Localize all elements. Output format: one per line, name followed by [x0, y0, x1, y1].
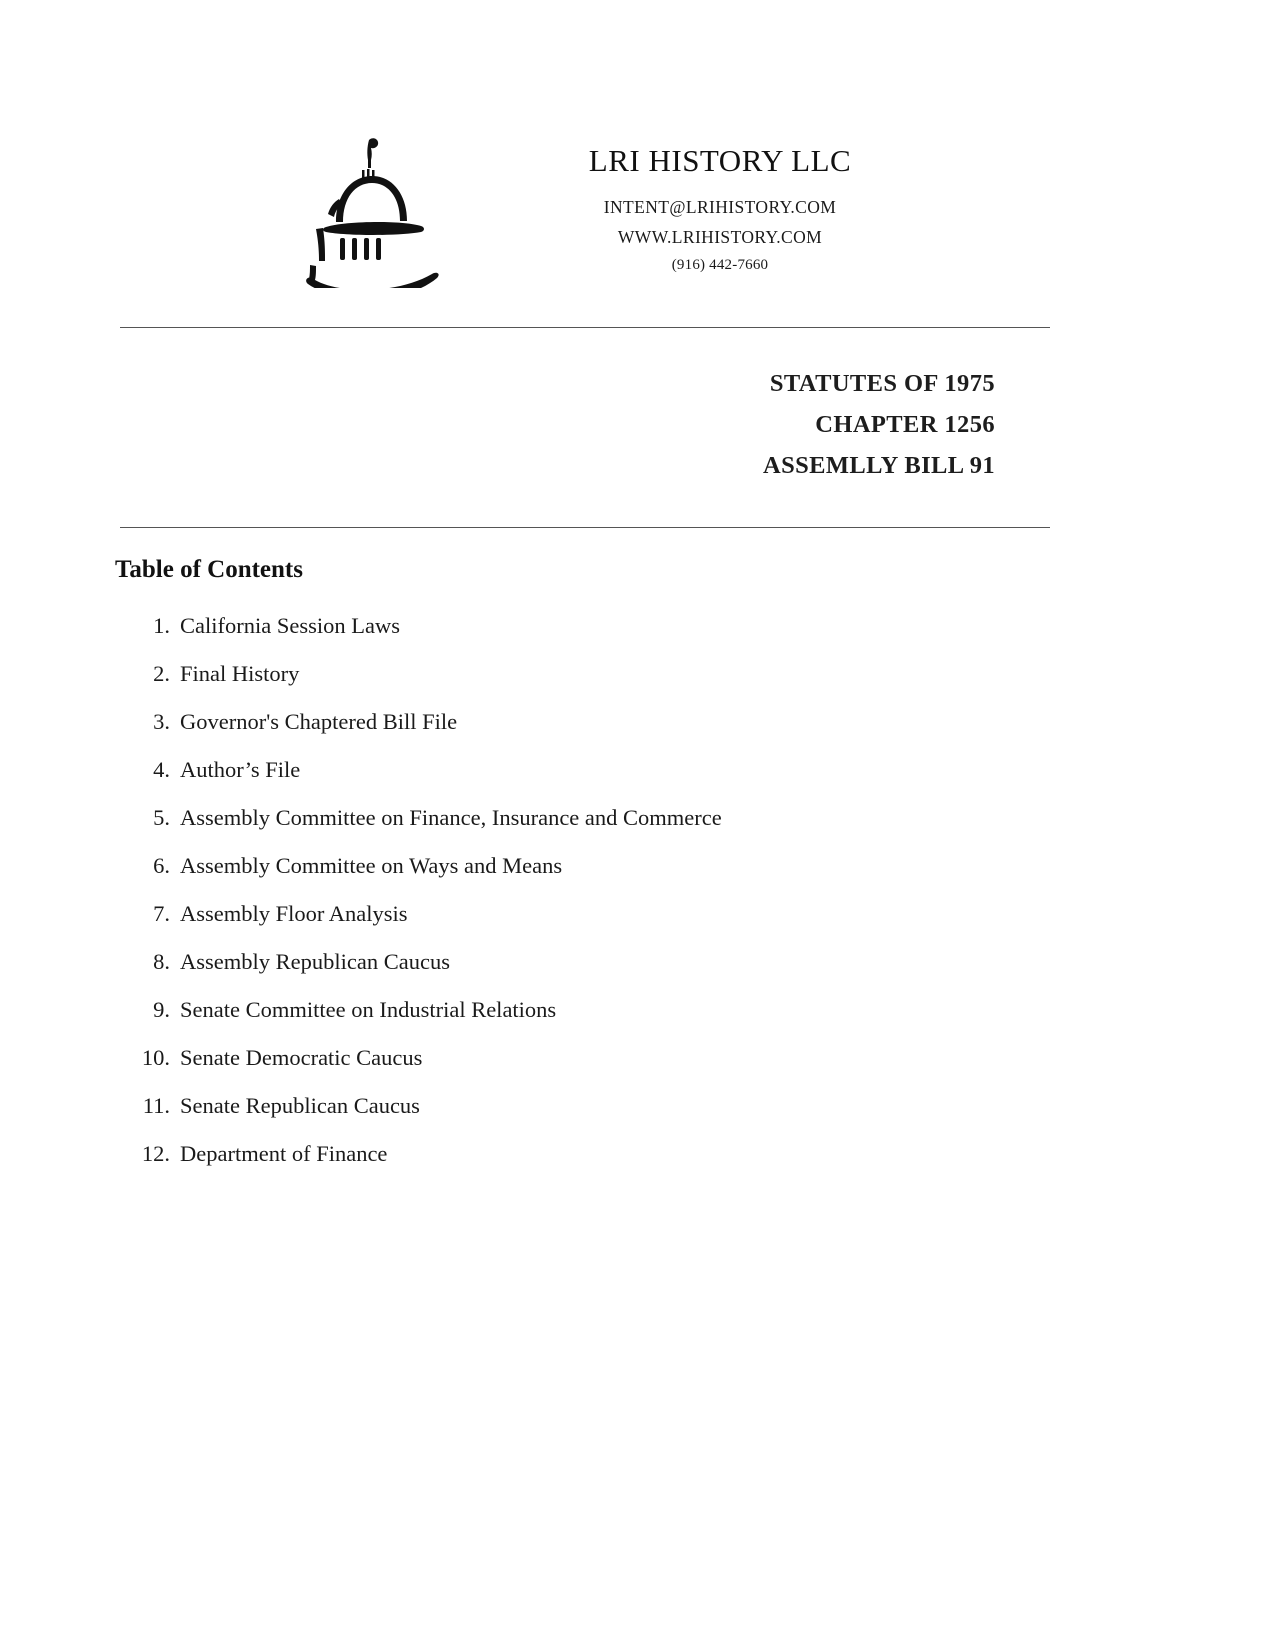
list-item-number: 10. — [141, 1045, 170, 1070]
list-item-label: Senate Democratic Caucus — [180, 1045, 423, 1070]
list-item — [115, 855, 1065, 903]
list-item-label: Senate Republican Caucus — [180, 1093, 420, 1118]
list-item-label: Assembly Committee on Finance, Insurance and Commerce — [180, 805, 722, 830]
company-website: WWW.LRIHISTORY.COM — [617, 227, 823, 248]
capitol-dome-icon — [290, 128, 450, 288]
list-item-number: 5. — [153, 805, 170, 830]
list-item-number: 6. — [153, 853, 170, 878]
divider-top — [120, 327, 1050, 328]
list-item-number: 8. — [153, 949, 170, 974]
chapter-line: CHAPTER 1256 — [815, 411, 995, 439]
list-item — [115, 1047, 1065, 1095]
list-item — [115, 903, 1065, 951]
company-email: INTENT@LRIHISTORY.COM — [603, 197, 837, 218]
list-item-number: 7. — [153, 901, 170, 926]
list-item-label: Senate Committee on Industrial Relations — [180, 997, 557, 1022]
statutes-line: STATUTES OF 1975 — [769, 370, 995, 397]
list-item-label: Final History — [180, 661, 300, 686]
list-item-number: 11. — [142, 1093, 170, 1118]
list-item — [115, 663, 1065, 711]
list-item — [115, 951, 1065, 999]
list-item — [115, 615, 1065, 663]
table-of-contents-list — [115, 615, 1065, 1191]
list-item — [115, 1143, 1065, 1191]
list-item-number: 9. — [153, 997, 170, 1022]
list-item-label: Assembly Republican Caucus — [180, 949, 450, 974]
brand-block — [460, 144, 980, 274]
list-item-number: 1. — [153, 613, 170, 638]
list-item-label: Governor's Chaptered Bill File — [180, 709, 458, 734]
list-item-number: 4. — [153, 757, 170, 782]
list-item — [115, 1095, 1065, 1143]
list-item-number: 2. — [153, 661, 170, 686]
company-name: LRI HISTORY LLC — [588, 143, 852, 178]
list-item — [115, 999, 1065, 1047]
list-item — [115, 807, 1065, 855]
list-item-label: Assembly Committee on Ways and Means — [180, 853, 563, 878]
title-block — [120, 363, 995, 486]
letterhead — [0, 118, 1276, 298]
list-item-label: Assembly Floor Analysis — [180, 901, 408, 926]
list-item-label: California Session Laws — [180, 613, 400, 638]
list-item-number: 12. — [141, 1141, 170, 1166]
list-item-label: Author’s File — [180, 757, 301, 782]
page-title: Table of Contents — [115, 556, 303, 583]
list-item-number: 3. — [153, 709, 170, 734]
bill-line: ASSEMLLY BILL 91 — [763, 452, 995, 480]
list-item — [115, 759, 1065, 807]
divider-bottom — [120, 527, 1050, 528]
company-phone: (916) 442-7660 — [671, 257, 769, 274]
list-item — [115, 711, 1065, 759]
list-item-label: Department of Finance — [180, 1141, 388, 1166]
